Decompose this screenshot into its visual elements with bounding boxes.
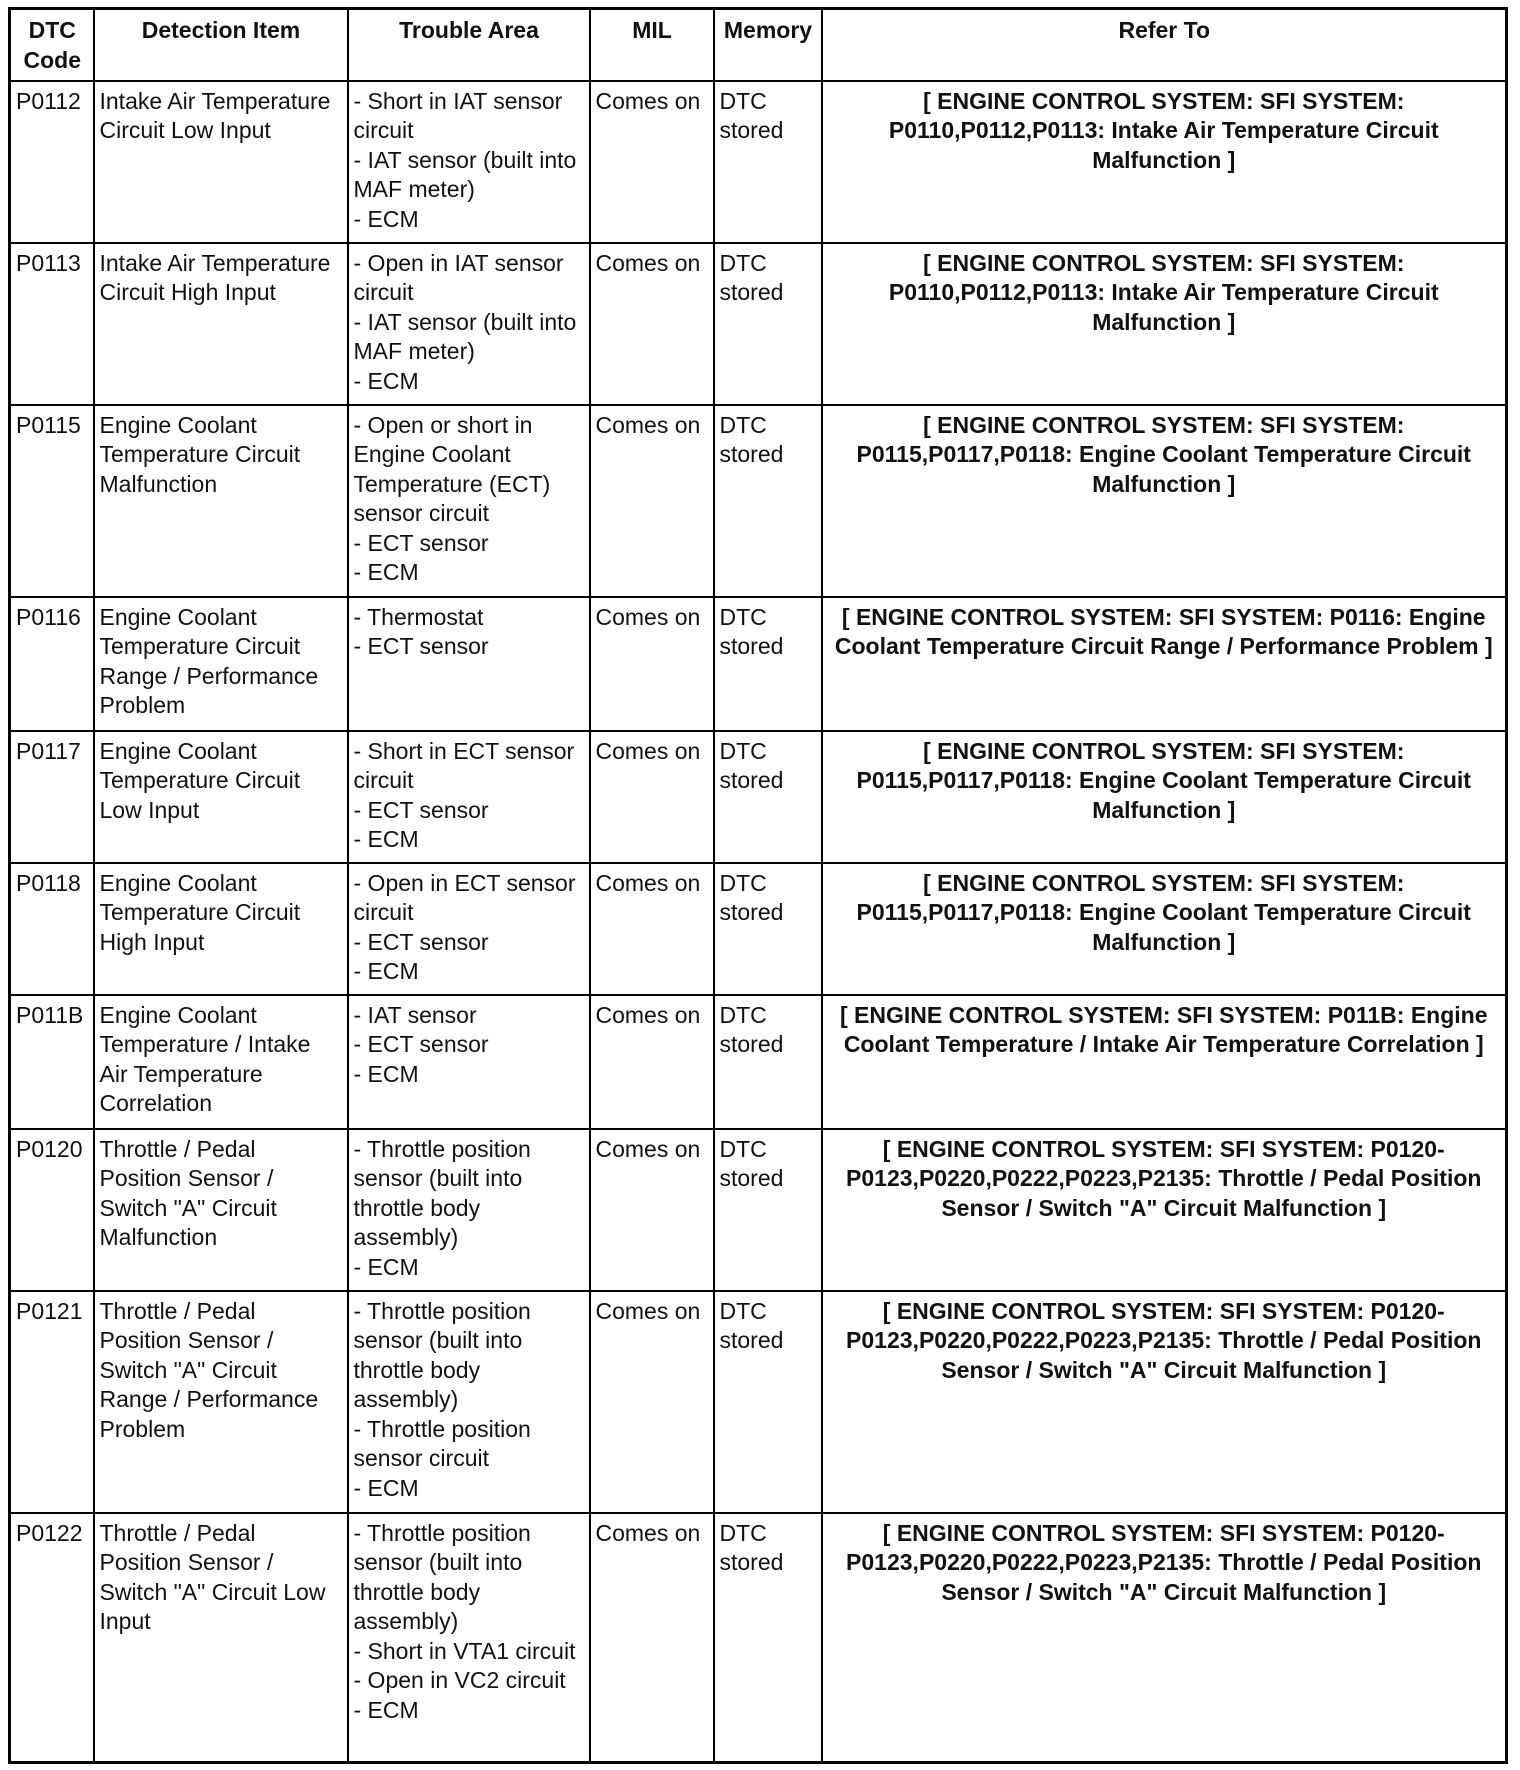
trouble-area-item: - Throttle position sensor (built into throttle body assembly)	[353, 1135, 538, 1250]
trouble-area-item: - ECT sensor	[353, 1031, 489, 1057]
mil-cell: Comes on	[590, 405, 714, 597]
dtc-code-cell: P0122	[10, 1513, 94, 1763]
refer-to-cell: [ ENGINE CONTROL SYSTEM: SFI SYSTEM: P0110,P0112,P0113: Intake Air Temperature Circuit Malfunction ]	[822, 243, 1507, 405]
dtc-code-cell: P0116	[10, 597, 94, 731]
trouble-area-cell	[348, 995, 590, 1129]
trouble-area-item: - IAT sensor (built into MAF meter)	[353, 308, 583, 364]
trouble-area-item: - ECM	[353, 1253, 419, 1280]
trouble-area-item: - ECM	[353, 1060, 419, 1087]
refer-to-cell: [ ENGINE CONTROL SYSTEM: SFI SYSTEM: P0120-P0123,P0220,P0222,P0223,P2135: Throttle / Pedal Position Sensor / Switch "A" Circuit Malfunction ]	[822, 1291, 1507, 1513]
refer-to-cell: [ ENGINE CONTROL SYSTEM: SFI SYSTEM: P011B: Engine Coolant Temperature / Intake Air Temperature Correlation ]	[822, 995, 1507, 1129]
table-row	[10, 1129, 1507, 1291]
dtc-code-cell: P0115	[10, 405, 94, 597]
table-row	[10, 81, 1507, 243]
refer-to-cell: [ ENGINE CONTROL SYSTEM: SFI SYSTEM: P0120-P0123,P0220,P0222,P0223,P2135: Throttle / Pedal Position Sensor / Switch "A" Circuit Malfunction ]	[822, 1129, 1507, 1291]
detection-item-cell: Intake Air Temperature Circuit High Input	[94, 243, 348, 405]
dtc-code-cell: P0118	[10, 863, 94, 995]
table-row	[10, 1513, 1507, 1763]
detection-item-cell: Intake Air Temperature Circuit Low Input	[94, 81, 348, 243]
memory-cell: DTC stored	[714, 731, 822, 863]
mil-cell: Comes on	[590, 597, 714, 731]
dtc-table	[8, 7, 1508, 1764]
trouble-area-item: - IAT sensor (built into MAF meter)	[353, 146, 583, 202]
table-row	[10, 995, 1507, 1129]
trouble-area-item: - Open in ECT sensor circuit	[353, 869, 582, 925]
trouble-area-cell	[348, 1513, 590, 1763]
memory-cell: DTC stored	[714, 1129, 822, 1291]
mil-cell: Comes on	[590, 863, 714, 995]
detection-item-cell: Throttle / Pedal Position Sensor / Switch "A" Circuit Malfunction	[94, 1129, 348, 1291]
trouble-area-item: - ECT sensor	[353, 796, 489, 823]
dtc-code-cell: P0117	[10, 731, 94, 863]
trouble-area-cell	[348, 405, 590, 597]
header-row	[10, 9, 1507, 81]
trouble-area-item: - Short in ECT sensor circuit	[353, 737, 581, 793]
mil-cell: Comes on	[590, 995, 714, 1129]
trouble-area-item: - Open in IAT sensor circuit	[353, 249, 570, 305]
table-body	[10, 81, 1507, 1763]
header-trouble-area: Trouble Area	[348, 9, 590, 81]
trouble-area-item: - ECM	[353, 559, 419, 585]
trouble-area-cell	[348, 243, 590, 405]
dtc-code-cell: P011B	[10, 995, 94, 1129]
trouble-area-item: - Short in IAT sensor circuit	[353, 87, 569, 143]
table-row	[10, 863, 1507, 995]
mil-cell: Comes on	[590, 731, 714, 863]
table-row	[10, 597, 1507, 731]
mil-cell: Comes on	[590, 1291, 714, 1513]
detection-item-cell: Engine Coolant Temperature Circuit High Input	[94, 863, 348, 995]
memory-cell: DTC stored	[714, 597, 822, 731]
header-mil: MIL	[590, 9, 714, 81]
table-row	[10, 405, 1507, 597]
mil-cell: Comes on	[590, 1513, 714, 1763]
mil-cell: Comes on	[590, 81, 714, 243]
header-memory: Memory	[714, 9, 822, 81]
dtc-code-cell: P0112	[10, 81, 94, 243]
detection-item-cell: Engine Coolant Temperature Circuit Range / Performance Problem	[94, 597, 348, 731]
dtc-code-cell: P0113	[10, 243, 94, 405]
trouble-area-cell	[348, 81, 590, 243]
memory-cell: DTC stored	[714, 863, 822, 995]
memory-cell: DTC stored	[714, 1513, 822, 1763]
trouble-area-item: - ECM	[353, 205, 419, 232]
table-row	[10, 1291, 1507, 1513]
mil-cell: Comes on	[590, 243, 714, 405]
trouble-area-item: - ECM	[353, 1474, 419, 1501]
detection-item-cell: Engine Coolant Temperature Circuit Malfunction	[94, 405, 348, 597]
refer-to-cell: [ ENGINE CONTROL SYSTEM: SFI SYSTEM: P0115,P0117,P0118: Engine Coolant Temperature Circuit Malfunction ]	[822, 405, 1507, 597]
detection-item-cell: Throttle / Pedal Position Sensor / Switch "A" Circuit Low Input	[94, 1513, 348, 1763]
trouble-area-cell	[348, 1129, 590, 1291]
trouble-area-item: - IAT sensor	[353, 1001, 477, 1028]
trouble-area-cell	[348, 731, 590, 863]
memory-cell: DTC stored	[714, 243, 822, 405]
trouble-area-item: - ECM	[353, 958, 419, 984]
refer-to-cell: [ ENGINE CONTROL SYSTEM: SFI SYSTEM: P0116: Engine Coolant Temperature Circuit Range / Performance Problem ]	[822, 597, 1507, 731]
trouble-area-cell	[348, 1291, 590, 1513]
trouble-area-item: - ECT sensor	[353, 928, 489, 955]
detection-item-cell: Engine Coolant Temperature Circuit Low Input	[94, 731, 348, 863]
memory-cell: DTC stored	[714, 1291, 822, 1513]
refer-to-cell: [ ENGINE CONTROL SYSTEM: SFI SYSTEM: P0120-P0123,P0220,P0222,P0223,P2135: Throttle / Pedal Position Sensor / Switch "A" Circuit Malfunction ]	[822, 1513, 1507, 1763]
refer-to-cell: [ ENGINE CONTROL SYSTEM: SFI SYSTEM: P0115,P0117,P0118: Engine Coolant Temperature Circuit Malfunction ]	[822, 863, 1507, 995]
memory-cell: DTC stored	[714, 405, 822, 597]
trouble-area-item: - Short in VTA1 circuit	[353, 1637, 576, 1664]
trouble-area-item: - Thermostat	[353, 603, 484, 630]
trouble-area-item: - Open or short in Engine Coolant Temperature (ECT) sensor circuit	[353, 411, 557, 526]
trouble-area-item: - ECT sensor	[353, 529, 489, 556]
memory-cell: DTC stored	[714, 995, 822, 1129]
trouble-area-item: - ECT sensor	[353, 633, 489, 659]
header-detection-item: Detection Item	[94, 9, 348, 81]
dtc-code-cell: P0121	[10, 1291, 94, 1513]
detection-item-cell: Engine Coolant Temperature / Intake Air Temperature Correlation	[94, 995, 348, 1129]
memory-cell: DTC stored	[714, 81, 822, 243]
table-row	[10, 731, 1507, 863]
trouble-area-cell	[348, 597, 590, 731]
trouble-area-item: - Throttle position sensor (built into throttle body assembly)	[353, 1519, 538, 1634]
trouble-area-item: - Open in VC2 circuit	[353, 1667, 566, 1693]
header-dtc-code: DTC Code	[10, 9, 94, 81]
refer-to-cell: [ ENGINE CONTROL SYSTEM: SFI SYSTEM: P0110,P0112,P0113: Intake Air Temperature Circuit Malfunction ]	[822, 81, 1507, 243]
table-row	[10, 243, 1507, 405]
trouble-area-cell	[348, 863, 590, 995]
detection-item-cell: Throttle / Pedal Position Sensor / Switch "A" Circuit Range / Performance Problem	[94, 1291, 348, 1513]
dtc-code-cell: P0120	[10, 1129, 94, 1291]
trouble-area-item: - Throttle position sensor (built into throttle body assembly)	[353, 1297, 538, 1412]
mil-cell: Comes on	[590, 1129, 714, 1291]
trouble-area-item: - ECM	[353, 826, 419, 852]
trouble-area-item: - Throttle position sensor circuit	[353, 1415, 538, 1471]
refer-to-cell: [ ENGINE CONTROL SYSTEM: SFI SYSTEM: P0115,P0117,P0118: Engine Coolant Temperature Circuit Malfunction ]	[822, 731, 1507, 863]
trouble-area-item: - ECM	[353, 367, 419, 394]
trouble-area-item: - ECM	[353, 1696, 419, 1723]
header-refer-to: Refer To	[822, 9, 1507, 81]
